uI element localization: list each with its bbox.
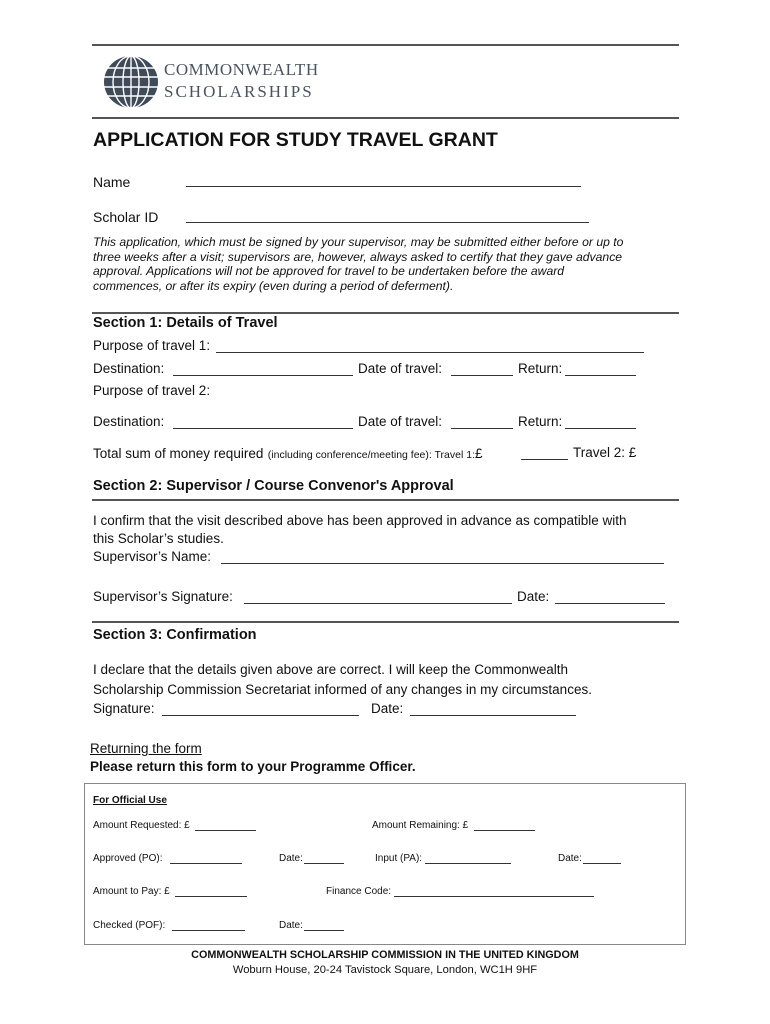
amount-remaining-field[interactable] xyxy=(474,830,535,831)
date-of-travel2-label: Date of travel: xyxy=(358,414,443,429)
destination2-label: Destination: xyxy=(93,414,165,429)
scholar-id-field[interactable] xyxy=(186,222,589,223)
confirm-line1: I confirm that the visit described above has been approved in advance as compatible with xyxy=(93,513,627,528)
intro-line: approval. Applications will not be approved for travel to be undertaken before the award xyxy=(93,264,565,279)
returning-instruction: Please return this form to your Programme Officer. xyxy=(90,759,416,774)
supervisor-date-label: Date: xyxy=(517,589,550,604)
signature-label: Signature: xyxy=(93,701,155,716)
total-row xyxy=(93,445,483,463)
intro-line: commences, or after its expiry (even during a period of deferment). xyxy=(93,278,454,293)
return2-label: Return: xyxy=(518,414,563,429)
amount-remaining-label: Amount Remaining: £ xyxy=(372,820,469,831)
total-note: (including conference/meeting fee): Travel 1: xyxy=(267,449,475,461)
amount-to-pay-field[interactable] xyxy=(175,896,247,897)
section3-heading: Section 3: Confirmation xyxy=(93,627,257,643)
section3-rule xyxy=(92,621,679,623)
purpose2-label: Purpose of travel 2: xyxy=(93,383,211,398)
logo-line2: SCHOLARSHIPS xyxy=(164,82,314,101)
intro-line: This application, which must be signed by your supervisor, may be submitted either before or up to xyxy=(93,235,624,249)
approved-po-label: Approved (PO): xyxy=(93,853,163,864)
return1-label: Return: xyxy=(518,361,563,376)
name-row xyxy=(93,174,130,190)
signature-field[interactable] xyxy=(162,715,359,716)
input-pa-label: Input (PA): xyxy=(375,853,423,864)
scholar-id-label: Scholar ID xyxy=(93,209,159,225)
official-use-heading: For Official Use xyxy=(93,795,167,806)
total-label: Total sum of money required xyxy=(93,446,264,461)
section1-rule xyxy=(92,312,679,314)
header-rule xyxy=(92,117,679,119)
footer-address: Woburn House, 20-24 Tavistock Square, London, WC1H 9HF xyxy=(232,964,538,976)
approved-po-field[interactable] xyxy=(170,863,242,864)
checked-pof-field[interactable] xyxy=(172,930,245,931)
date-of-travel2-field[interactable] xyxy=(451,428,513,429)
logo xyxy=(102,54,342,110)
section2-text xyxy=(93,512,627,566)
footer-org: COMMONWEALTH SCHOLARSHIP COMMISSION IN THE UNITED KINGDOM xyxy=(191,949,579,961)
signature-date-label: Date: xyxy=(371,701,404,716)
checked-date-field[interactable] xyxy=(304,930,344,931)
supervisor-date-field[interactable] xyxy=(555,603,665,604)
official-use-box xyxy=(84,783,686,945)
travel1-amount-field[interactable] xyxy=(521,459,568,460)
finance-code-label: Finance Code: xyxy=(326,886,392,897)
date-of-travel1-field[interactable] xyxy=(451,375,513,376)
supervisor-signature-field[interactable] xyxy=(244,603,512,604)
finance-code-field[interactable] xyxy=(394,896,594,897)
travel2-label: Travel 2: £ xyxy=(573,445,637,460)
section2-rule xyxy=(92,499,679,501)
destination1-row xyxy=(93,361,164,376)
amount-requested-field[interactable] xyxy=(195,830,256,831)
date-of-travel1-label: Date of travel: xyxy=(358,361,443,376)
intro-line: three weeks after a visit; supervisors are, however, always asked to certify that they gave advance xyxy=(93,249,623,264)
section3-text xyxy=(93,660,592,700)
input-pa-field[interactable] xyxy=(425,863,511,864)
amount-requested-label: Amount Requested: £ xyxy=(93,820,190,831)
name-field[interactable] xyxy=(186,186,581,187)
globe-icon xyxy=(102,54,160,110)
return2-field[interactable] xyxy=(565,428,636,429)
section1-heading: Section 1: Details of Travel xyxy=(93,315,278,331)
checked-pof-label: Checked (POF): xyxy=(93,920,166,931)
supervisor-name-field[interactable] xyxy=(221,563,664,564)
supervisor-name-label: Supervisor’s Name: xyxy=(93,549,212,564)
input-date-label: Date: xyxy=(558,853,582,864)
section2-heading: Section 2: Supervisor / Course Convenor's Approval xyxy=(93,478,454,494)
return1-field[interactable] xyxy=(565,375,636,376)
purpose1-field[interactable] xyxy=(216,352,644,353)
name-label: Name xyxy=(93,174,131,190)
signature-date-field[interactable] xyxy=(410,715,576,716)
input-date-field[interactable] xyxy=(583,863,621,864)
intro-paragraph xyxy=(93,235,683,293)
purpose1-label: Purpose of travel 1: xyxy=(93,338,211,353)
scholar-id-row xyxy=(93,209,158,225)
supervisor-signature-label: Supervisor’s Signature: xyxy=(93,589,233,604)
destination2-row xyxy=(93,414,164,429)
destination1-label: Destination: xyxy=(93,361,165,376)
confirm-line2: this Scholar’s studies. xyxy=(93,531,224,546)
approved-date-field[interactable] xyxy=(304,863,344,864)
returning-heading: Returning the form xyxy=(90,741,202,756)
destination2-field[interactable] xyxy=(173,428,353,429)
pound-sign: £ xyxy=(475,446,483,461)
logo-line1: COMMONWEALTH xyxy=(164,60,319,79)
checked-date-label: Date: xyxy=(279,920,303,931)
top-rule xyxy=(92,44,679,46)
page-title: APPLICATION FOR STUDY TRAVEL GRANT xyxy=(93,129,498,151)
declare-line2: Scholarship Commission Secretariat informed of any changes in my circumstances. xyxy=(93,682,592,697)
purpose1-row xyxy=(93,338,210,353)
destination1-field[interactable] xyxy=(173,375,353,376)
approved-date-label: Date: xyxy=(279,853,303,864)
declare-line1: I declare that the details given above are correct. I will keep the Commonwealth xyxy=(93,662,568,677)
amount-to-pay-label: Amount to Pay: £ xyxy=(93,886,170,897)
